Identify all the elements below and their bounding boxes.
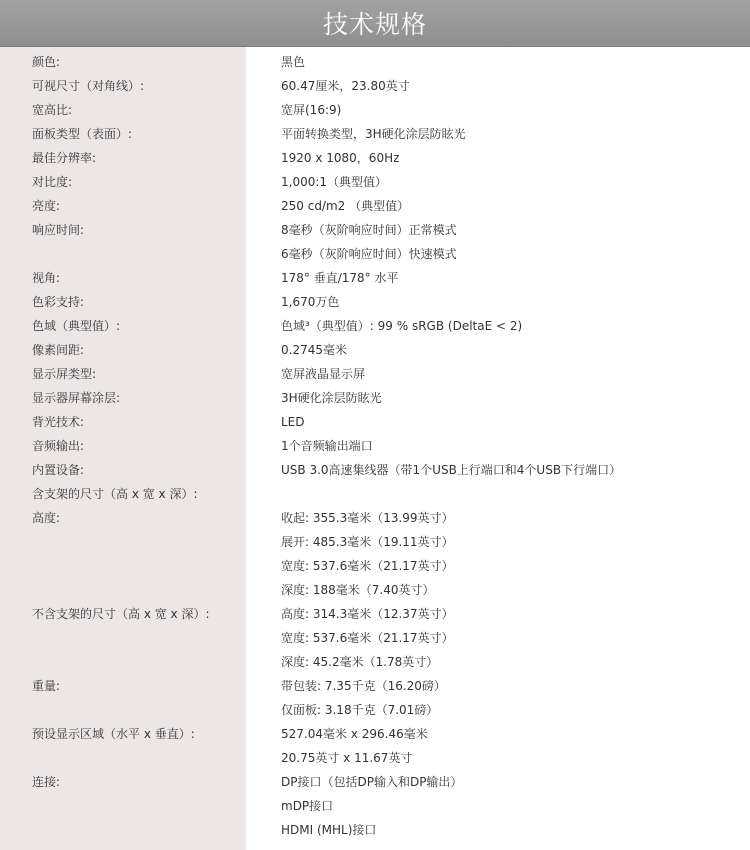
spec-row [0, 170, 750, 194]
spec-label: 宽高比: [32, 103, 73, 117]
spec-value: 深度: 188毫米（7.40英寸） [281, 583, 435, 597]
spec-label: 颜色: [32, 55, 61, 69]
spec-label: 背光技术: [32, 415, 85, 429]
spec-value: HDMI (MHL)接口 [281, 823, 377, 837]
spec-label: 面板类型（表面）: [32, 127, 133, 141]
spec-value: 宽屏(16:9) [281, 103, 342, 117]
spec-label: 显示器屏幕涂层: [32, 391, 121, 405]
spec-value: 平面转换类型，3H硬化涂层防眩光 [281, 127, 466, 141]
spec-row [0, 314, 750, 338]
spec-value: 178° 垂直/178° 水平 [281, 271, 399, 285]
spec-row [0, 458, 750, 482]
spec-value: 1920 x 1080，60Hz [281, 151, 400, 165]
spec-label: 亮度: [32, 199, 61, 213]
spec-row [0, 242, 750, 266]
spec-value: mDP接口 [281, 799, 334, 813]
spec-row [0, 818, 750, 842]
spec-value: 宽屏液晶显示屏 [281, 367, 366, 381]
spec-value: 8毫秒（灰阶响应时间）正常模式 [281, 223, 457, 237]
spec-row [0, 266, 750, 290]
spec-row [0, 482, 750, 506]
page-title: 技术规格 [322, 10, 427, 39]
spec-row [0, 362, 750, 386]
spec-row [0, 530, 750, 554]
spec-row [0, 650, 750, 674]
spec-value: 250 cd/m2 （典型值） [281, 199, 410, 213]
spec-row [0, 74, 750, 98]
spec-value: DP接口（包括DP输入和DP输出） [281, 775, 463, 789]
spec-label: 重量: [32, 679, 61, 693]
spec-value: 宽度: 537.6毫米（21.17英寸） [281, 559, 454, 573]
spec-label: 色彩支持: [32, 295, 85, 309]
spec-value: 527.04毫米 x 296.46毫米 [281, 727, 428, 741]
spec-row [0, 506, 750, 530]
spec-value: 高度: 314.3毫米（12.37英寸） [281, 607, 454, 621]
spec-value: 收起: 355.3毫米（13.99英寸） [281, 511, 454, 525]
spec-row [0, 794, 750, 818]
spec-row [0, 746, 750, 770]
spec-value: 黑色 [281, 55, 306, 69]
spec-label: 内置设备: [32, 463, 85, 477]
spec-row [0, 194, 750, 218]
spec-value: LED [281, 415, 305, 429]
spec-row [0, 554, 750, 578]
spec-row [0, 290, 750, 314]
spec-row [0, 146, 750, 170]
spec-table [0, 50, 750, 842]
spec-value: 带包装: 7.35千克（16.20磅） [281, 679, 446, 693]
spec-label: 不含支架的尺寸（高 x 宽 x 深）: [32, 607, 210, 621]
spec-value: 色域³（典型值）: 99 % sRGB (DeltaE < 2) [281, 319, 523, 333]
spec-row [0, 122, 750, 146]
spec-label: 最佳分辨率: [32, 151, 97, 165]
spec-label: 像素间距: [32, 343, 85, 357]
spec-label: 视角: [32, 271, 61, 285]
spec-value: 宽度: 537.6毫米（21.17英寸） [281, 631, 454, 645]
spec-row [0, 626, 750, 650]
spec-value: 深度: 45.2毫米（1.78英寸） [281, 655, 439, 669]
spec-value: 1个音频输出端口 [281, 439, 373, 453]
spec-label: 色域（典型值）: [32, 319, 121, 333]
spec-value: USB 3.0高速集线器（带1个USB上行端口和4个USB下行端口） [281, 463, 622, 477]
spec-label: 高度: [32, 511, 61, 525]
spec-row [0, 674, 750, 698]
spec-label: 可视尺寸（对角线）: [32, 79, 145, 93]
spec-label: 含支架的尺寸（高 x 宽 x 深）: [32, 487, 198, 501]
spec-row [0, 50, 750, 74]
spec-value: 0.2745毫米 [281, 343, 347, 357]
spec-row [0, 410, 750, 434]
spec-row [0, 602, 750, 626]
spec-row [0, 578, 750, 602]
spec-value: 展开: 485.3毫米（19.11英寸） [281, 535, 454, 549]
spec-label: 连接: [32, 775, 61, 789]
spec-label: 对比度: [32, 175, 73, 189]
spec-row [0, 434, 750, 458]
spec-value: 3H硬化涂层防眩光 [281, 391, 382, 405]
spec-label: 显示屏类型: [32, 367, 97, 381]
spec-value: 20.75英寸 x 11.67英寸 [281, 751, 413, 765]
spec-label: 音频输出: [32, 439, 85, 453]
spec-label: 响应时间: [32, 223, 85, 237]
spec-value: 仅面板: 3.18千克（7.01磅） [281, 703, 439, 717]
spec-row [0, 338, 750, 362]
spec-row [0, 770, 750, 794]
spec-row [0, 698, 750, 722]
spec-value: 60.47厘米，23.80英寸 [281, 79, 410, 93]
spec-value: 6毫秒（灰阶响应时间）快速模式 [281, 247, 457, 261]
spec-row [0, 98, 750, 122]
spec-row [0, 386, 750, 410]
spec-value: 1,670万色 [281, 295, 340, 309]
spec-value: 1,000:1（典型值） [281, 175, 388, 189]
title-bar [0, 0, 750, 47]
spec-row [0, 218, 750, 242]
spec-label: 预设显示区域（水平 x 垂直）: [32, 727, 195, 741]
spec-row [0, 722, 750, 746]
